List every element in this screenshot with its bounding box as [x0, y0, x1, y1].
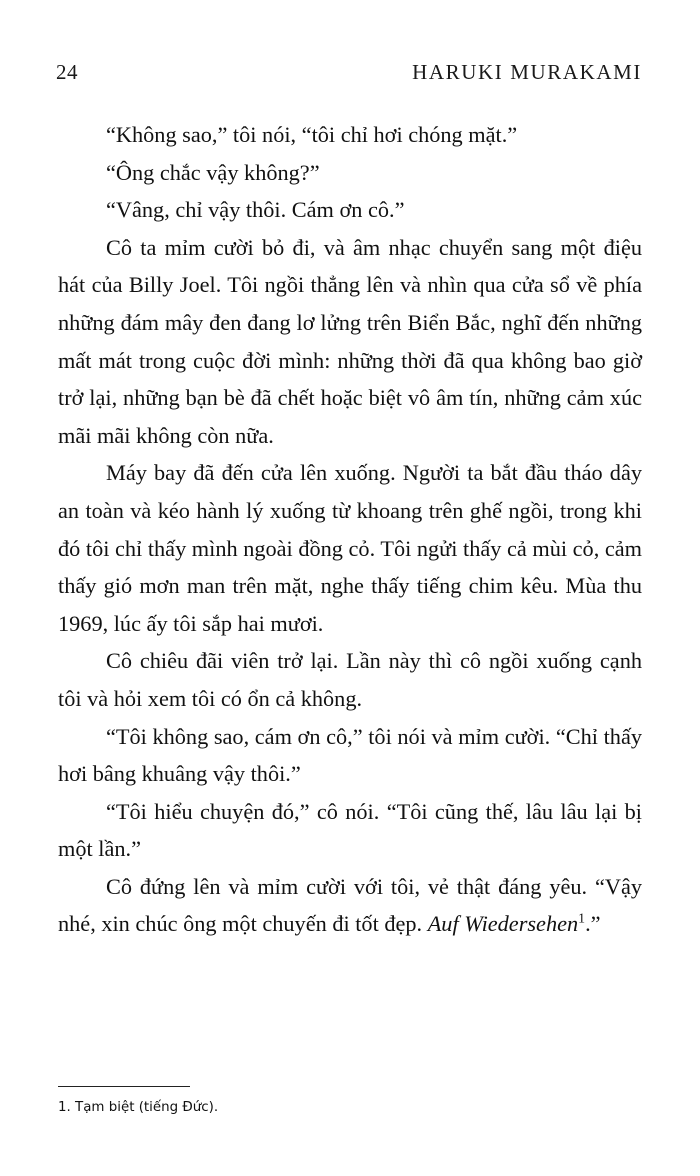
paragraph: Máy bay đã đến cửa lên xuống. Người ta bắt đầu tháo dây an toàn và kéo hành lý xuống từ khoang trên ghế ngồi, trong khi đó tôi chỉ thấy mình ngoài đồng cỏ. Tôi ngửi thấy cả mùi cỏ, cảm thấy gió mơn man trên mặt, nghe thấy tiếng chim kêu. Mùa thu 1969, lúc ấy tôi sắp hai mươi. — [58, 460, 642, 636]
page-header — [56, 58, 644, 86]
paragraph: “Tôi không sao, cám ơn cô,” tôi nói và mỉm cười. “Chỉ thấy hơi bâng khuâng vậy thôi.” — [58, 723, 642, 787]
paragraph-tail: .” — [585, 911, 601, 937]
footnote — [58, 1098, 618, 1118]
running-head: HARUKI MURAKAMI — [412, 59, 642, 84]
foreign-phrase: Auf Wiedersehen — [427, 911, 579, 937]
paragraph-with-footnote — [58, 868, 642, 943]
footnote-number: 1. — [58, 1100, 71, 1115]
footnote-marker: 1 — [578, 911, 586, 927]
page-number: 24 — [56, 59, 78, 84]
paragraph: “Tôi hiểu chuyện đó,” cô nói. “Tôi cũng thế, lâu lâu lại bị một lần.” — [58, 798, 642, 862]
footnote-text: Tạm biệt (tiếng Đức). — [75, 1100, 219, 1115]
footnote-separator — [58, 1086, 190, 1087]
paragraph: Cô chiêu đãi viên trở lại. Lần này thì cô ngồi xuống cạnh tôi và hỏi xem tôi có ổn cả không. — [58, 648, 642, 711]
paragraph: “Vâng, chỉ vậy thôi. Cám ơn cô.” — [106, 197, 405, 223]
paragraph: “Không sao,” tôi nói, “tôi chỉ hơi chóng mặt.” — [106, 122, 518, 147]
paragraph: “Ông chắc vậy không?” — [106, 159, 320, 185]
paragraph-text: Cô đứng lên và mỉm cười với tôi, vẻ thật đáng yêu. “Vậy nhé, xin chúc ông một chuyến đi tốt đẹp. — [58, 873, 642, 937]
paragraph: Cô ta mỉm cười bỏ đi, và âm nhạc chuyển sang một điệu hát của Billy Joel. Tôi ngồi thẳng lên và nhìn qua cửa sổ về phía những đám mây đen đang lơ lửng trên Biển Bắc, nghĩ đến những mất mát trong cuộc đời mình: những thời đã qua không bao giờ trở lại, những bạn bè đã chết hoặc biệt vô âm tín, những cảm xúc mãi mãi không còn nữa. — [58, 234, 642, 448]
page-body — [58, 116, 642, 943]
